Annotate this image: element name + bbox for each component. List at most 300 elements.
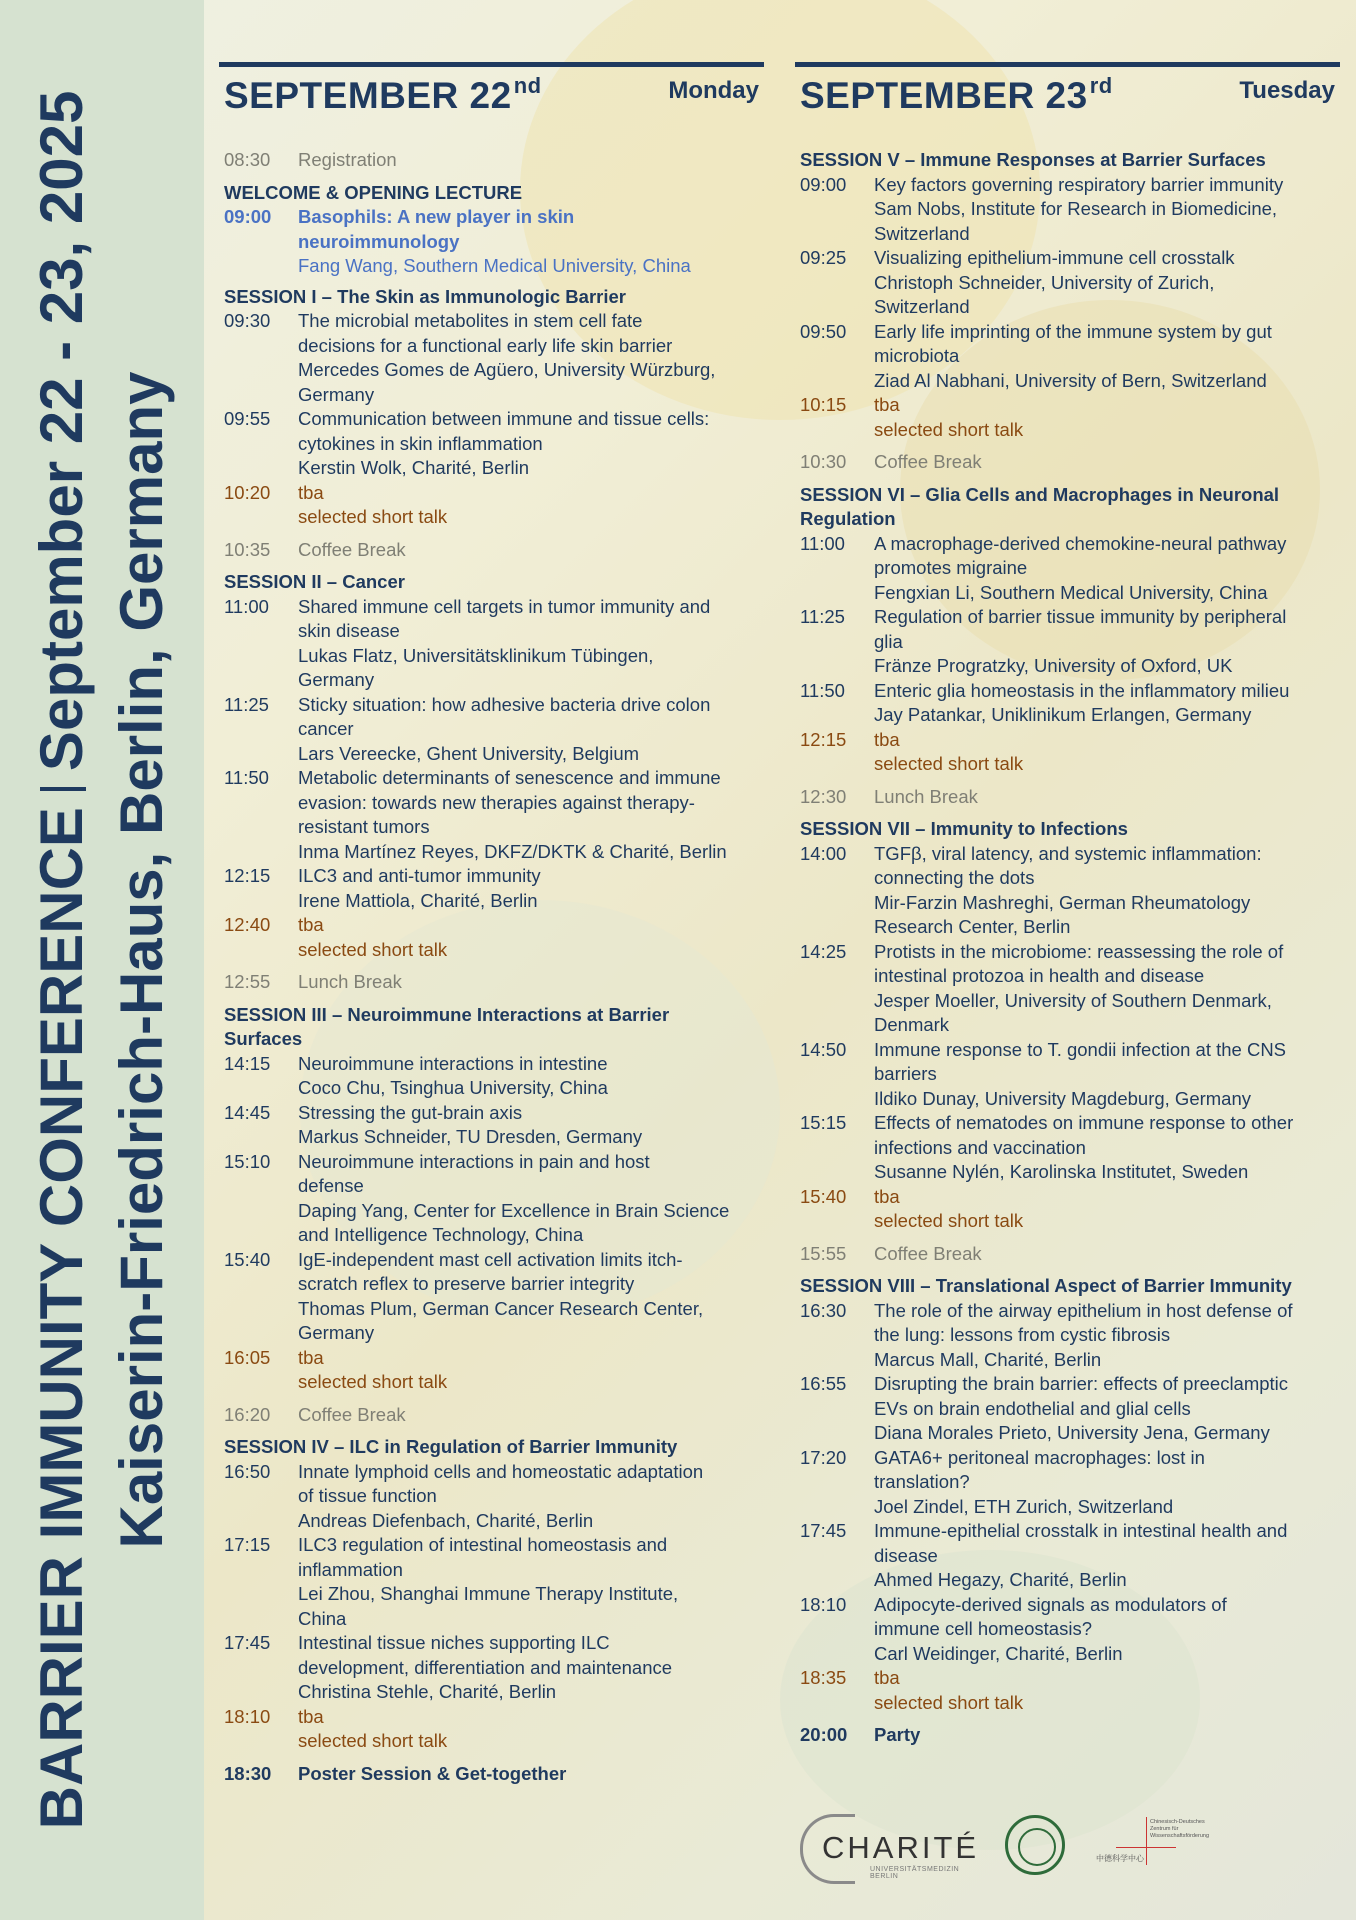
entry-line: Enteric glia homeostasis in the inflammatory milieu [874,679,1290,701]
entry-line: evasion: towards new therapies against therapy- [298,791,695,813]
entry-line: Innate lymphoid cells and homeostatic adaptation [298,1460,704,1482]
entry-content [874,246,1340,320]
day-title-text: SEPTEMBER 22 [224,75,512,116]
entry-content [874,393,1340,442]
entry-line: Shared immune cell targets in tumor immunity and [298,595,711,617]
short-talk-entry [224,481,764,530]
schedule-entry [224,1631,764,1705]
entry-line: Research Center, Berlin [874,916,1071,937]
entry-content [298,1460,764,1534]
day-column-tuesday [795,62,1340,1748]
entry-line: skin disease [298,620,400,641]
schedule-entry [224,1533,764,1631]
entry-content [298,1533,764,1631]
entry-line: Regulation of barrier tissue immunity by peripheral [874,606,1287,627]
entry-time: 11:00 [800,532,845,554]
entry-line: Susanne Nylén, Karolinska Institutet, Sweden [874,1161,1249,1182]
entry-line: Inma Martínez Reyes, DKFZ/DKTK & Charité, Berlin [298,840,727,862]
entry-line: selected short talk [298,506,448,527]
entry-time: 11:25 [224,693,269,715]
entry-line: glia [874,630,903,652]
entry-time: 16:30 [800,1299,847,1321]
entry-content [298,595,764,693]
entry-time: 18:10 [800,1593,847,1615]
entry-time: 18:10 [224,1705,271,1727]
schedule-entry [224,1052,764,1101]
day-title-suffix: nd [513,73,542,98]
entry-line: Lei Zhou, Shanghai Immune Therapy Institute, [298,1583,679,1604]
entry-line: Party [874,1724,921,1745]
entry-line: Immune response to T. gondii infection at the CNS [874,1038,1287,1060]
schedule-entry [224,1460,764,1534]
entry-time: 17:20 [800,1446,847,1468]
session-heading-line: SESSION VIII – Translational Aspect of Barrier Immunity [800,1275,1292,1296]
entry-time: 10:20 [224,481,271,503]
day-header [795,62,1340,131]
session-heading [800,483,1340,532]
entry-line: barriers [874,1063,937,1084]
entry-content [874,1038,1340,1112]
break-entry [224,538,764,563]
entry-content [874,1519,1340,1593]
schedule-entry [224,205,764,279]
entry-line: disease [874,1544,938,1566]
schedule-entry [800,940,1340,1038]
entry-content [298,205,764,279]
short-talk-entry [800,1666,1340,1715]
entry-line: Germany [298,383,375,405]
entry-line: Metabolic determinants of senescence and immune [298,767,721,788]
entry-content [874,940,1340,1038]
entry-line: of tissue function [298,1485,437,1506]
entry-line: Markus Schneider, TU Dresden, Germany [298,1126,643,1147]
entry-line: GATA6+ peritoneal macrophages: lost in [874,1446,1205,1468]
entry-content [298,1631,764,1705]
entry-time: 16:20 [224,1403,271,1425]
entry-line: Switzerland [874,222,970,244]
entry-time: 09:00 [224,206,272,227]
entry-content [298,1150,764,1248]
sponsor-logos [800,1812,1210,1892]
entry-content [874,173,1340,247]
day-title [800,75,1113,117]
entry-line: A macrophage-derived chemokine-neural pathway [874,532,1287,554]
entry-line: Kerstin Wolk, Charité, Berlin [298,457,529,478]
entry-content [874,842,1340,940]
session-heading [224,1003,764,1052]
session-heading [224,1435,764,1460]
entry-content [874,728,1340,777]
entry-line: Ahmed Hegazy, Charité, Berlin [874,1569,1127,1590]
entry-line: Germany [298,1322,375,1343]
entry-line: Jesper Moeller, University of Southern Denmark, [874,989,1272,1011]
weekday-label: Monday [668,77,759,104]
entry-content [874,532,1340,606]
entry-line: Christina Stehle, Charité, Berlin [298,1681,557,1702]
entry-time: 12:30 [800,785,847,807]
entry-time: 12:15 [224,865,271,886]
session-heading-line: SESSION VII – Immunity to Infections [800,818,1128,839]
entry-time: 17:45 [800,1520,847,1541]
conference-dates: September 22 - 23, 2025 [28,90,95,772]
schedule-entry [800,1446,1340,1520]
entry-line: and Intelligence Technology, China [298,1224,584,1245]
entry-line: Sticky situation: how adhesive bacteria drive colon [298,693,711,715]
center-name: Chinesisch-Deutsches Zentrum für Wissenschaftsförderung [1150,1819,1209,1839]
entry-line: Key factors governing respiratory barrier immunity [874,173,1284,195]
entry-line: Neuroimmune interactions in intestine [298,1052,608,1074]
entry-content [298,1248,764,1346]
entry-line: Fengxian Li, Southern Medical University, China [874,581,1268,603]
entry-line: the lung: lessons from cystic fibrosis [874,1324,1171,1345]
entry-time: 12:55 [224,971,271,992]
entry-line: Communication between immune and tissue cells: [298,408,710,429]
schedule-entry [224,1762,764,1787]
logo-line [1146,1817,1147,1865]
entry-time: 09:25 [800,247,847,268]
center-name-zh: 中德科学中心 [1096,1854,1144,1863]
entry-time: 15:40 [224,1248,271,1270]
entry-line: Irene Mattiola, Charité, Berlin [298,889,538,911]
schedule-entry [800,679,1340,728]
entry-content [298,148,764,173]
entry-content [874,1111,1340,1185]
entry-line: scratch reflex to preserve barrier integrity [298,1273,635,1294]
schedule-list [795,148,1340,1748]
entry-line: Diana Morales Prieto, University Jena, Germany [874,1422,1270,1443]
charite-wordmark: CHARITÉ [822,1830,980,1865]
entry-line: Mercedes Gomes de Agüero, University Würzburg, [298,359,716,380]
entry-time: 11:50 [800,679,845,701]
entry-line: Stressing the gut-brain axis [298,1101,523,1123]
charite-logo [800,1814,980,1884]
schedule-entry [224,1101,764,1150]
entry-content [874,679,1340,728]
session-heading [224,285,764,310]
entry-content [874,1446,1340,1520]
day-title-suffix: rd [1089,73,1113,98]
entry-line: Thomas Plum, German Cancer Research Center, [298,1297,704,1319]
schedule-entry [800,842,1340,940]
entry-line: selected short talk [298,938,448,960]
entry-time: 15:40 [800,1185,847,1207]
schedule-entry [800,1519,1340,1593]
entry-content [298,407,764,481]
entry-line: The role of the airway epithelium in host defense of [874,1299,1293,1321]
entry-content [298,1705,764,1754]
entry-line: Coffee Break [874,451,982,472]
entry-line: tba [874,728,900,750]
entry-content [874,1723,1340,1748]
session-heading [800,1274,1340,1299]
entry-line: Neuroimmune interactions in pain and host [298,1150,650,1172]
entry-content [298,1403,764,1428]
session-heading [800,148,1340,173]
entry-line: ILC3 and anti-tumor immunity [298,865,541,886]
entry-content [874,1299,1340,1373]
schedule-entry [800,173,1340,247]
short-talk-entry [800,393,1340,442]
entry-time: 15:10 [224,1150,271,1172]
entry-line: tba [298,914,324,935]
entry-line: Fang Wang, Southern Medical University, China [298,255,691,276]
entry-time: 10:30 [800,451,847,472]
schedule-entry [224,595,764,693]
entry-content [874,1242,1340,1267]
entry-line: Protists in the microbiome: reassessing the role of [874,940,1284,962]
entry-line: resistant tumors [298,816,430,837]
entry-time: 14:25 [800,940,847,962]
entry-line: Ziad Al Nabhani, University of Bern, Switzerland [874,369,1267,391]
entry-time: 14:15 [224,1052,271,1074]
entry-time: 18:30 [224,1762,272,1784]
entry-line: Sam Nobs, Institute for Research in Biomedicine, [874,198,1278,219]
entry-time: 10:35 [224,538,271,560]
entry-line: tba [298,1705,324,1727]
entry-content [298,1346,764,1395]
entry-time: 16:50 [224,1460,271,1482]
entry-content [874,450,1340,475]
entry-line: EVs on brain endothelial and glial cells [874,1397,1191,1419]
schedule-entry [800,532,1340,606]
entry-content [874,1185,1340,1234]
entry-line: Lunch Break [874,785,978,807]
sino-german-center-logo [1096,1817,1209,1879]
conference-venue: Kaiserin-Friedrich-Haus, Berlin, Germany [108,371,175,1549]
schedule-entry [224,766,764,864]
entry-time: 14:00 [800,842,847,864]
entry-line: Effects of nematodes on immune response to other [874,1112,1294,1133]
keynote-title-line: Basophils: A new player in skin [298,206,575,227]
session-heading [224,181,764,206]
break-entry [224,1403,764,1428]
entry-line: Intestinal tissue niches supporting ILC [298,1632,610,1653]
entry-line: Switzerland [874,296,970,317]
entry-time: 11:00 [224,595,269,617]
entry-line: Joel Zindel, ETH Zurich, Switzerland [874,1495,1174,1517]
entry-time: 09:30 [224,310,271,331]
schedule-entry [800,246,1340,320]
keynote-title-line: neuroimmunology [298,230,460,252]
entry-content [298,538,764,563]
day-column-monday [219,62,764,1786]
entry-line: tba [298,481,324,503]
entry-line: Early life imprinting of the immune system by gut [874,320,1272,342]
entry-line: defense [298,1175,364,1196]
entry-line: IgE-independent mast cell activation limits itch- [298,1248,683,1270]
entry-line: immune cell homeostasis? [874,1618,1092,1639]
entry-line: Denmark [874,1014,950,1035]
entry-content [298,970,764,995]
entry-line: selected short talk [874,1210,1024,1231]
entry-content [874,1666,1340,1715]
entry-time: 17:45 [224,1632,271,1653]
entry-content [874,1593,1340,1667]
entry-time: 16:55 [800,1373,847,1394]
sidebar-banner [0,0,204,1920]
entry-line: Visualizing epithelium-immune cell crosstalk [874,247,1235,268]
entry-content [874,1372,1340,1446]
entry-line: tba [874,1185,900,1207]
entry-line: selected short talk [874,1691,1024,1713]
entry-line: tba [874,394,900,415]
entry-line: Fränze Progratzky, University of Oxford, UK [874,655,1233,676]
session-heading-line: SESSION VI – Glia Cells and Macrophages in Neuronal [800,483,1280,505]
entry-line: selected short talk [298,1730,448,1751]
entry-time: 15:15 [800,1112,847,1133]
entry-line: Disrupting the brain barrier: effects of preeclamptic [874,1373,1289,1394]
entry-line: tba [298,1346,324,1368]
entry-content [874,605,1340,679]
entry-time: 12:15 [800,728,847,750]
short-talk-entry [224,913,764,962]
conference-banner-text [22,40,182,1880]
entry-line: Marcus Mall, Charité, Berlin [874,1348,1102,1370]
entry-line: The microbial metabolites in stem cell fate [298,310,643,331]
entry-time: 17:15 [224,1534,271,1555]
entry-line: Germany [298,669,375,690]
entry-time: 09:00 [800,173,847,195]
entry-line: microbiota [874,345,960,366]
entry-line: cancer [298,718,354,739]
day-title [224,75,542,117]
session-heading-line: Regulation [800,508,896,529]
break-entry [800,450,1340,475]
entry-line: TGFβ, viral latency, and systemic inflammation: [874,842,1262,864]
schedule-entry [224,693,764,767]
entry-line: Lukas Flatz, Universitätsklinikum Tübingen, [298,644,654,666]
title-separator [40,787,86,791]
session-heading-line: SESSION I – The Skin as Immunologic Barrier [224,285,626,307]
entry-line: Coffee Break [874,1242,982,1264]
entry-line: intestinal protozoa in health and disease [874,965,1205,986]
entry-line: Andreas Diefenbach, Charité, Berlin [298,1509,594,1531]
break-entry [224,970,764,995]
entry-content [298,481,764,530]
entry-time: 16:05 [224,1346,271,1368]
schedule-entry [800,1111,1340,1185]
day-header [219,62,764,131]
entry-line: Lunch Break [298,971,402,992]
session-heading-line: SESSION IV – ILC in Regulation of Barrier Immunity [224,1436,678,1457]
entry-line: selected short talk [298,1371,448,1392]
entry-line: Mir-Farzin Mashreghi, German Rheumatology [874,891,1251,913]
schedule-entry [800,320,1340,394]
entry-line: Coffee Break [298,538,406,560]
entry-line: selected short talk [874,753,1024,774]
short-talk-entry [224,1346,764,1395]
entry-time: 12:40 [224,914,271,935]
entry-content [298,1101,764,1150]
short-talk-entry [800,1185,1340,1234]
entry-content [298,309,764,407]
entry-time: 11:25 [800,606,845,627]
entry-content [298,1762,764,1787]
entry-line: Carl Weidinger, Charité, Berlin [874,1642,1123,1664]
sun-yat-sen-seal-icon [1005,1815,1065,1875]
charite-subtitle: UNIVERSITÄTSMEDIZIN BERLIN [870,1866,960,1880]
schedule-entry [800,1038,1340,1112]
schedule-entry [224,864,764,913]
entry-content [298,693,764,767]
entry-content [874,320,1340,394]
entry-content [298,766,764,864]
logo-line [1116,1847,1176,1848]
entry-line: Coco Chu, Tsinghua University, China [298,1077,608,1098]
entry-line: Christoph Schneider, University of Zurich, [874,271,1215,293]
entry-line: development, differentiation and maintenance [298,1656,673,1678]
entry-line: China [298,1607,347,1629]
entry-time: 14:45 [224,1101,271,1123]
entry-time: 09:55 [224,408,271,429]
schedule-entry [800,1299,1340,1373]
session-heading [224,570,764,595]
entry-line: decisions for a functional early life skin barrier [298,334,673,356]
entry-time: 20:00 [800,1724,848,1745]
entry-line: Daping Yang, Center for Excellence in Brain Science [298,1199,730,1221]
break-entry [224,148,764,173]
entry-line: Adipocyte-derived signals as modulators of [874,1593,1227,1615]
entry-content [298,1052,764,1101]
entry-line: ILC3 regulation of intestinal homeostasis and [298,1534,668,1555]
entry-time: 11:50 [224,767,269,788]
schedule-entry [224,1248,764,1346]
session-heading-line: SESSION III – Neuroimmune Interactions at Barrier [224,1003,670,1025]
entry-line: Lars Vereecke, Ghent University, Belgium [298,742,640,764]
schedule-entry [800,605,1340,679]
entry-line: tba [874,1667,900,1688]
entry-line: translation? [874,1471,970,1492]
entry-content [298,913,764,962]
day-title-text: SEPTEMBER 23 [800,75,1088,116]
schedule-entry [224,1150,764,1248]
entry-time: 15:55 [800,1242,847,1264]
entry-line: promotes migraine [874,557,1028,578]
entry-line: Registration [298,149,397,170]
schedule-entry [800,1372,1340,1446]
session-heading-line: Surfaces [224,1028,303,1049]
schedule-entry [800,1723,1340,1748]
entry-line: inflammation [298,1558,403,1580]
short-talk-entry [800,728,1340,777]
session-heading [800,817,1340,842]
entry-content [874,785,1340,810]
entry-line: Ildiko Dunay, University Magdeburg, Germany [874,1087,1252,1109]
entry-time: 09:50 [800,320,847,342]
entry-time: 08:30 [224,149,271,170]
schedule-entry [224,309,764,407]
entry-line: infections and vaccination [874,1136,1086,1158]
entry-line: cytokines in skin inflammation [298,432,543,454]
session-heading-line: SESSION II – Cancer [224,571,405,592]
short-talk-entry [224,1705,764,1754]
schedule-entry [224,407,764,481]
entry-line: Immune-epithelial crosstalk in intestinal health and [874,1520,1288,1541]
session-heading-line: WELCOME & OPENING LECTURE [224,181,523,203]
entry-time: 10:15 [800,394,847,415]
entry-line: Poster Session & Get-together [298,1762,567,1784]
entry-line: Coffee Break [298,1403,406,1425]
break-entry [800,1242,1340,1267]
schedule-list [219,148,764,1786]
weekday-label: Tuesday [1239,77,1335,104]
entry-time: 14:50 [800,1038,847,1060]
schedule-entry [800,1593,1340,1667]
entry-time: 18:35 [800,1667,847,1688]
session-heading-line: SESSION V – Immune Responses at Barrier Surfaces [800,149,1266,170]
entry-line: connecting the dots [874,867,1035,888]
conference-title: BARRIER IMMUNITY CONFERENCE [28,807,95,1830]
